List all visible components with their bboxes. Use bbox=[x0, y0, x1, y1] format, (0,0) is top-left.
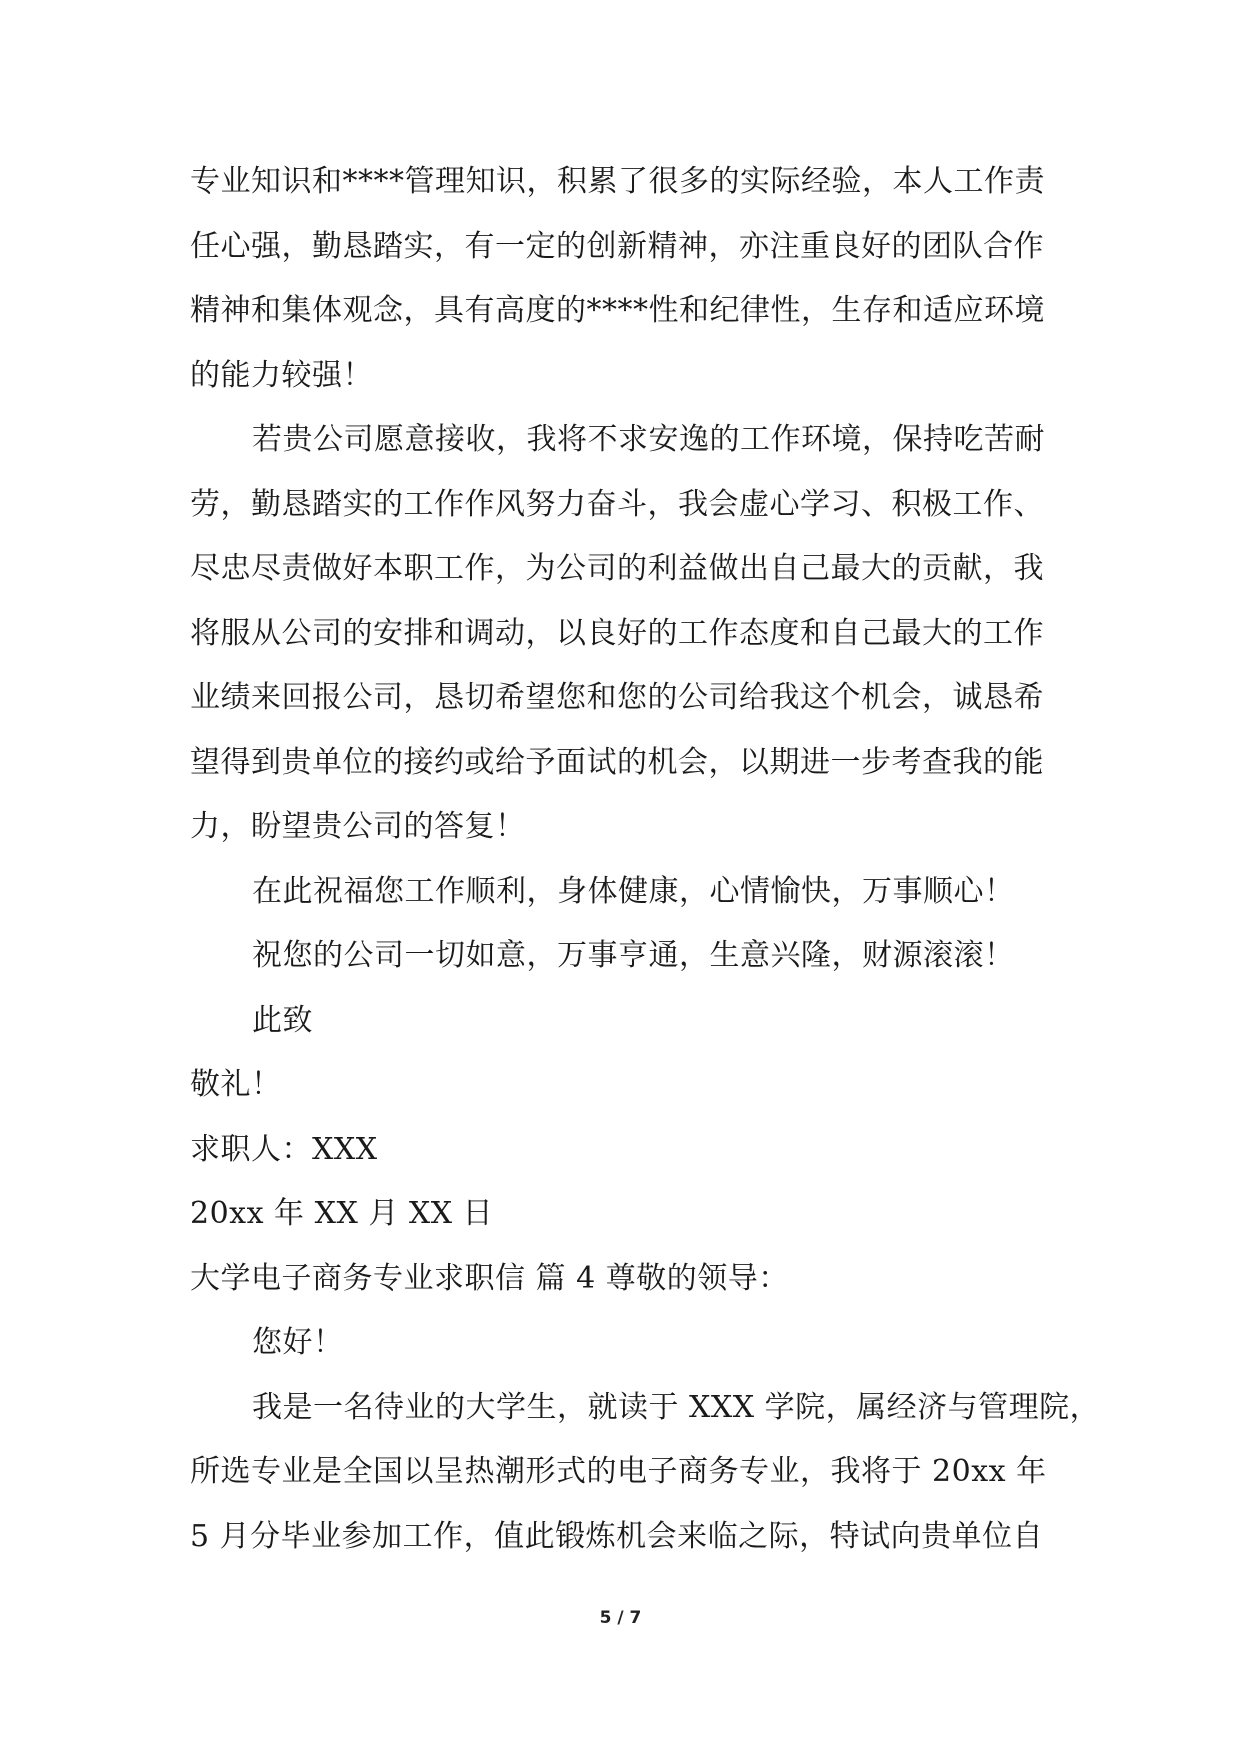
section-heading: 大学电子商务专业求职信 篇 4 尊敬的领导： bbox=[190, 1260, 789, 1296]
text-line: 我是一名待业的大学生，就读于 XXX 学院，属经济与管理院， bbox=[252, 1389, 1101, 1425]
text-line: 的能力较强！ bbox=[190, 357, 373, 393]
text-line: 专业知识和****管理知识，积累了很多的实际经验，本人工作责 bbox=[190, 164, 1045, 199]
text-line: 在此祝福您工作顺利，身体健康，心情愉快，万事顺心！ bbox=[252, 873, 1015, 909]
page-number: 5 / 7 bbox=[599, 1608, 642, 1628]
greeting: 您好！ bbox=[252, 1325, 344, 1360]
text-line: 任心强，勤恳踏实，有一定的创新精神，亦注重良好的团队合作 bbox=[190, 228, 1044, 264]
text-line: 精神和集体观念，具有高度的****性和纪律性，生存和适应环境 bbox=[190, 293, 1045, 328]
text-line: 业绩来回报公司，恳切希望您和您的公司给我这个机会，诚恳希 bbox=[190, 680, 1044, 715]
closing-regards: 敬礼！ bbox=[190, 1067, 282, 1102]
text-line: 5 月分毕业参加工作，值此锻炼机会来临之际，特试向贵单位自 bbox=[190, 1518, 1044, 1554]
text-line: 尽忠尽责做好本职工作，为公司的利益做出自己最大的贡献，我 bbox=[190, 551, 1044, 586]
applicant-signature: 求职人：XXX bbox=[190, 1131, 378, 1167]
text-line: 劳，勤恳踏实的工作作风努力奋斗，我会虚心学习、积极工作、 bbox=[190, 486, 1044, 522]
closing-salutation: 此致 bbox=[252, 1002, 313, 1038]
text-line: 所选专业是全国以呈热潮形式的电子商务专业，我将于 20xx 年 bbox=[190, 1454, 1047, 1489]
text-line: 力，盼望贵公司的答复！ bbox=[190, 809, 526, 844]
document-body bbox=[190, 150, 1101, 1569]
text-line: 若贵公司愿意接收，我将不求安逸的工作环境，保持吃苦耐 bbox=[252, 422, 1045, 457]
text-line: 祝您的公司一切如意，万事亨通，生意兴隆，财源滚滚！ bbox=[252, 938, 1015, 973]
text-line: 将服从公司的安排和调动，以良好的工作态度和自己最大的工作 bbox=[190, 615, 1044, 651]
text-line: 望得到贵单位的接约或给予面试的机会，以期进一步考查我的能 bbox=[190, 744, 1044, 780]
letter-date: 20xx 年 XX 月 XX 日 bbox=[190, 1196, 494, 1231]
